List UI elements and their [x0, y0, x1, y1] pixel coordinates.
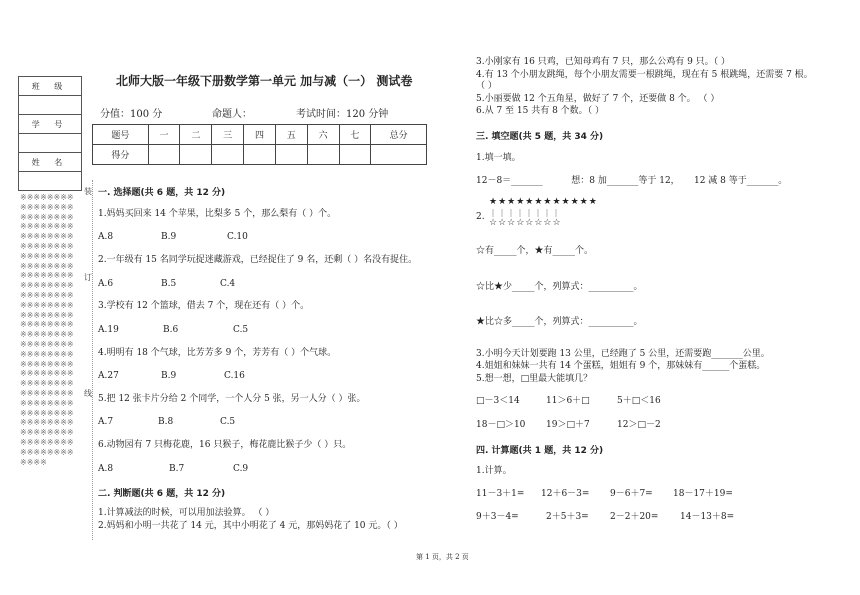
class-field[interactable] — [19, 96, 82, 115]
option[interactable]: B.5 — [161, 279, 177, 289]
score-header-cell: 四 — [244, 125, 276, 145]
option[interactable]: C.5 — [220, 417, 236, 427]
section2-heading: 二. 判断题(共 6 题，共 12 分) — [98, 489, 226, 499]
section4-heading: 四. 计算题(共 1 题，共 12 分) — [476, 446, 604, 456]
option[interactable]: A.7 — [98, 417, 114, 427]
inequality: 12＞□－2 — [617, 420, 661, 430]
bind-mark-zhuang: 装 — [84, 187, 92, 196]
question-text: 3.学校有 12 个篮球，借去 7 个，现在还有（ ）个。 — [98, 301, 310, 311]
score-header-cell: 题号 — [93, 125, 149, 145]
option[interactable]: C.16 — [224, 371, 245, 381]
inequality: 5＋□＜16 — [617, 396, 661, 406]
score-cell[interactable] — [244, 145, 276, 165]
author: 命题人： — [212, 109, 252, 120]
page-title: 北师大版一年级下册数学第一单元 加与减（一） 测试卷 — [116, 74, 413, 88]
option[interactable]: A.8 — [98, 232, 114, 242]
fill-q3: 3.小明今天计划要跑 13 公里，已经跑了 5 公里，还需要跑_______公里。 — [476, 349, 770, 359]
star-bars: ｜｜｜｜｜｜｜｜ — [489, 209, 561, 218]
option[interactable]: B.6 — [163, 325, 179, 335]
fill-q1-line: 12－8＝_______ 想：8 加_______等于 12， 12 减 8 等于_______。 — [476, 176, 788, 186]
score-cell[interactable] — [275, 145, 307, 165]
bind-mark-xian: 线 — [84, 389, 92, 398]
fill-q5: 5.想一想，□里最大能填几？ — [476, 374, 593, 384]
fill-q2-num: 2. — [476, 212, 485, 222]
question-text: 4.明明有 18 个气球，比芳芳多 9 个，芳芳有（ ）个气球。 — [98, 348, 337, 358]
score-table — [92, 124, 427, 165]
score-header-cell: 五 — [275, 125, 307, 145]
calc-item: 9＋3－4= — [476, 512, 519, 522]
calc-item: 14－13＋8= — [680, 512, 735, 522]
question-text: 6.动物园有 7 只梅花鹿，16 只猴子，梅花鹿比猴子少（ ）只。 — [98, 440, 352, 450]
class-label: 班 级 — [19, 77, 82, 96]
section1-heading: 一. 选择题(共 6 题，共 12 分) — [98, 188, 226, 198]
inequality: □－3＜14 — [476, 396, 520, 406]
fill-q2-a: ☆有_____个，★有_____个。 — [476, 246, 594, 256]
score-value: 分值：100 分 — [100, 109, 163, 120]
score-header-cell: 总分 — [371, 125, 427, 145]
score-table-row — [93, 145, 427, 165]
name-field[interactable] — [19, 172, 82, 191]
score-row-label: 得分 — [93, 145, 149, 165]
question-text: 5.把 12 张卡片分给 2 个同学，一个人分 5 张，另一人分（ ）张。 — [98, 394, 366, 404]
fill-q1: 1.填一填。 — [476, 153, 521, 163]
score-cell[interactable] — [212, 145, 244, 165]
student-info-table — [18, 76, 82, 191]
option[interactable]: C.9 — [233, 464, 249, 474]
score-header-cell: 二 — [180, 125, 212, 145]
bind-mark-ding: 订 — [84, 273, 92, 282]
inequality: 11＞6＋□ — [546, 396, 590, 406]
calc-item: 18－17＋19= — [673, 489, 733, 499]
page-footer: 第 1 页，共 2 页 — [416, 553, 469, 561]
name-label: 姓 名 — [19, 153, 82, 172]
student-id-label: 学 号 — [19, 115, 82, 134]
score-cell[interactable] — [148, 145, 180, 165]
score-table-header — [93, 125, 427, 145]
score-cell[interactable] — [339, 145, 371, 165]
score-header-cell: 一 — [148, 125, 180, 145]
score-cell[interactable] — [180, 145, 212, 165]
calc-q1: 1.计算。 — [476, 466, 512, 476]
option[interactable]: C.10 — [227, 232, 248, 242]
score-header-cell: 三 — [212, 125, 244, 145]
score-cell[interactable] — [371, 145, 427, 165]
binding-pattern: ※※※※※※※※※※※※※※※※※※※※※※※※※※※※※※※※※※※※※※※※※※※※※※※※※※※※※※※※※※※※※※※※※※※※※※※※※※※※※※※※※※※※※※※※※※※※※※※※※※※※※※※※※※※※※※※※※※※※※※※※※※※※※※※※※※※※※※※※※※※※※※※※※※※※※※※※※※※※※※※※※※※※※※※※※※※※※※※※※※※※※※※※※※※※※※※※※※※※※※※※※※※※※※※※※※※※※※※※※※※※ — [20, 193, 74, 467]
judge-item: 3.小刚家有 16 只鸡，已知母鸡有 7 只，那么公鸡有 9 只。（ ） — [476, 57, 731, 67]
inequality: 19＞□＋7 — [546, 420, 590, 430]
judge-item: 2.妈妈和小明一共花了 14 元，其中小明花了 4 元，那妈妈花了 10 元。（ ） — [98, 521, 403, 531]
white-stars: ☆☆☆☆☆☆☆☆ — [489, 218, 562, 228]
judge-item: 5.小丽要做 12 个五角星，做好了 7 个，还要做 8 个。 （ ） — [476, 94, 720, 104]
fill-q4: 4.姐姐和妹妹一共有 14 个蛋糕，姐姐有 9 个，那妹妹有______个蛋糕。 — [476, 361, 766, 371]
calc-item: 2－2＋20= — [610, 512, 659, 522]
fill-q2-c: ★比☆多_____个，列算式：__________。 — [476, 317, 643, 327]
student-id-field[interactable] — [19, 134, 82, 153]
option[interactable]: A.8 — [98, 464, 114, 474]
section3-heading: 三. 填空题(共 5 题，共 34 分) — [476, 132, 604, 142]
black-stars: ★★★★★★★★★★★★ — [489, 197, 598, 207]
calc-item: 12＋6－3= — [541, 489, 590, 499]
score-header-cell: 六 — [307, 125, 339, 145]
option[interactable]: B.8 — [158, 417, 174, 427]
binding-line — [92, 180, 93, 540]
option[interactable]: B.9 — [161, 232, 177, 242]
option[interactable]: B.9 — [161, 371, 177, 381]
calc-item: 11－3＋1= — [476, 489, 525, 499]
judge-item: 1.计算减法的时候，可以用加法验算。 （ ） — [98, 508, 275, 518]
option[interactable]: A.6 — [98, 279, 114, 289]
question-text: 1.妈妈买回来 14 个苹果，比梨多 5 个，那么梨有（ ）个。 — [98, 209, 337, 219]
exam-time: 考试时间：120 分钟 — [296, 109, 389, 120]
judge-item-paren: （ ） — [476, 81, 497, 91]
option[interactable]: C.4 — [220, 279, 236, 289]
calc-item: 2＋5＋3= — [546, 512, 589, 522]
score-cell[interactable] — [307, 145, 339, 165]
inequality: 18－□＞10 — [476, 420, 526, 430]
fill-q2-b: ☆比★少_____个，列算式：__________。 — [476, 282, 643, 292]
option[interactable]: B.7 — [169, 464, 185, 474]
option[interactable]: A.27 — [98, 371, 119, 381]
question-text: 2.一年级有 15 名同学玩捉迷藏游戏，已经捉住了 9 名，还剩（ ）名没有捉住。 — [98, 255, 418, 265]
judge-item: 6.从 7 至 15 共有 8 个数。（ ） — [476, 106, 605, 116]
option[interactable]: C.5 — [233, 325, 249, 335]
calc-item: 9－6＋7= — [610, 489, 653, 499]
score-header-cell: 七 — [339, 125, 371, 145]
judge-item: 4.有 13 个小朋友跳绳，每个小朋友需要一根跳绳，现在有 5 根跳绳，还需要 7 根。 — [476, 70, 813, 80]
option[interactable]: A.19 — [98, 325, 119, 335]
